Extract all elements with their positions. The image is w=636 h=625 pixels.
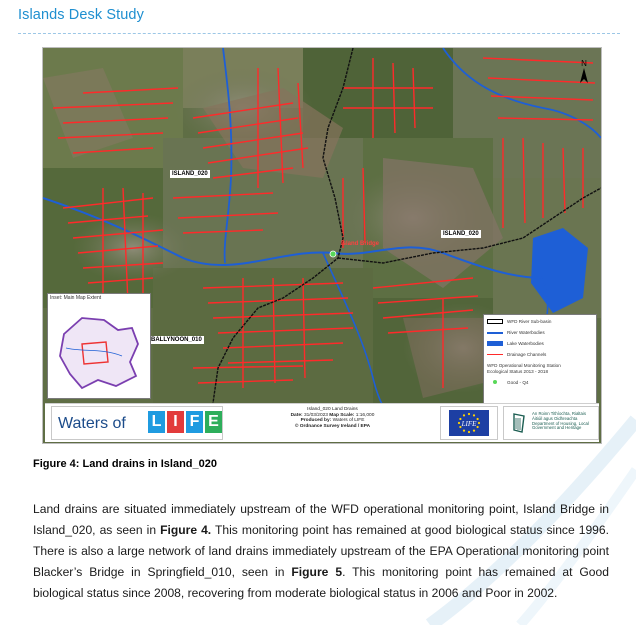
map-produced-label: Produced by: (300, 418, 332, 424)
map-info-block (230, 407, 435, 429)
map-scale-label: Map Scale: (329, 412, 355, 418)
legend-item: WFD Operational Monitoring Station (487, 363, 561, 368)
eu-life-logo (440, 406, 498, 440)
label-island-bridge: Island Bridge (341, 241, 380, 247)
map-info-title: Island_020 Land Drains (307, 407, 358, 412)
label-ballynoon: BALLYNOON_010 (151, 337, 202, 343)
page-header-title: Islands Desk Study (18, 7, 144, 23)
inset-map (47, 293, 151, 399)
waters-of-life-logo (51, 406, 223, 440)
map-date-label: Date: (290, 412, 303, 418)
government-text: An Roinn Tithíochta, Rialtais Áitiúil agus Oidhreachta Department of Housing, Local Government and Heritage (532, 411, 589, 431)
map-produced: Waters of LIFE (332, 418, 365, 424)
eu-life-text: LIFE (461, 420, 477, 428)
body-paragraph: Land drains are situated immediately upstream of the WFD operational monitoring point, Island Bridge in Island_020, as seen in Figure 4. This monitoring point has remained at good biological status since 1996. There is also a large network of land drains immediately upstream of the EPA Operational monitoring point Blacker’s Bridge in Springfield_010, seen in Figure 5. This monitoring point has remained at Good biological status since 2008, recovering from moderate biological status in 2006 and Poor in 2002. (33, 502, 609, 600)
legend-item: Good - Q4 (487, 380, 593, 385)
eu-stars-icon (449, 410, 489, 436)
legend-item: Drainage Channels (487, 352, 593, 357)
legend-item: Ecological Status 2013 - 2018 (487, 369, 549, 374)
inset-title: Inset: Main Map Extent (50, 295, 102, 301)
map-scale: 1:16,000 (355, 412, 375, 418)
label-island-020-right: ISLAND_020 (443, 231, 479, 237)
map-date: 31/03/2023 (303, 412, 328, 418)
map-legend (483, 314, 597, 410)
life-letter: E (205, 411, 222, 433)
inset-map-shape (52, 304, 146, 394)
legend-item: Lake Waterbodies (487, 341, 593, 346)
legend-item: River Waterbodies (487, 330, 593, 335)
header-divider (18, 33, 620, 34)
life-letter: L (148, 411, 165, 433)
legend-item: WFD River Sub-basin (487, 319, 593, 324)
north-arrow-icon (577, 58, 591, 84)
figure-caption: Figure 4: Land drains in Island_020 (33, 458, 217, 470)
map-footer (45, 403, 599, 442)
north-arrow-label: N (581, 59, 587, 68)
government-logo (503, 406, 599, 440)
map-copyright: © Ordnance Survey Ireland / EPA (294, 423, 371, 429)
label-island-020-left: ISLAND_020 (172, 171, 208, 177)
harp-icon (510, 412, 528, 434)
life-letter: I (167, 411, 184, 433)
figure-map (42, 47, 602, 444)
brand-text: Waters of (58, 415, 126, 432)
life-letter: F (186, 411, 203, 433)
